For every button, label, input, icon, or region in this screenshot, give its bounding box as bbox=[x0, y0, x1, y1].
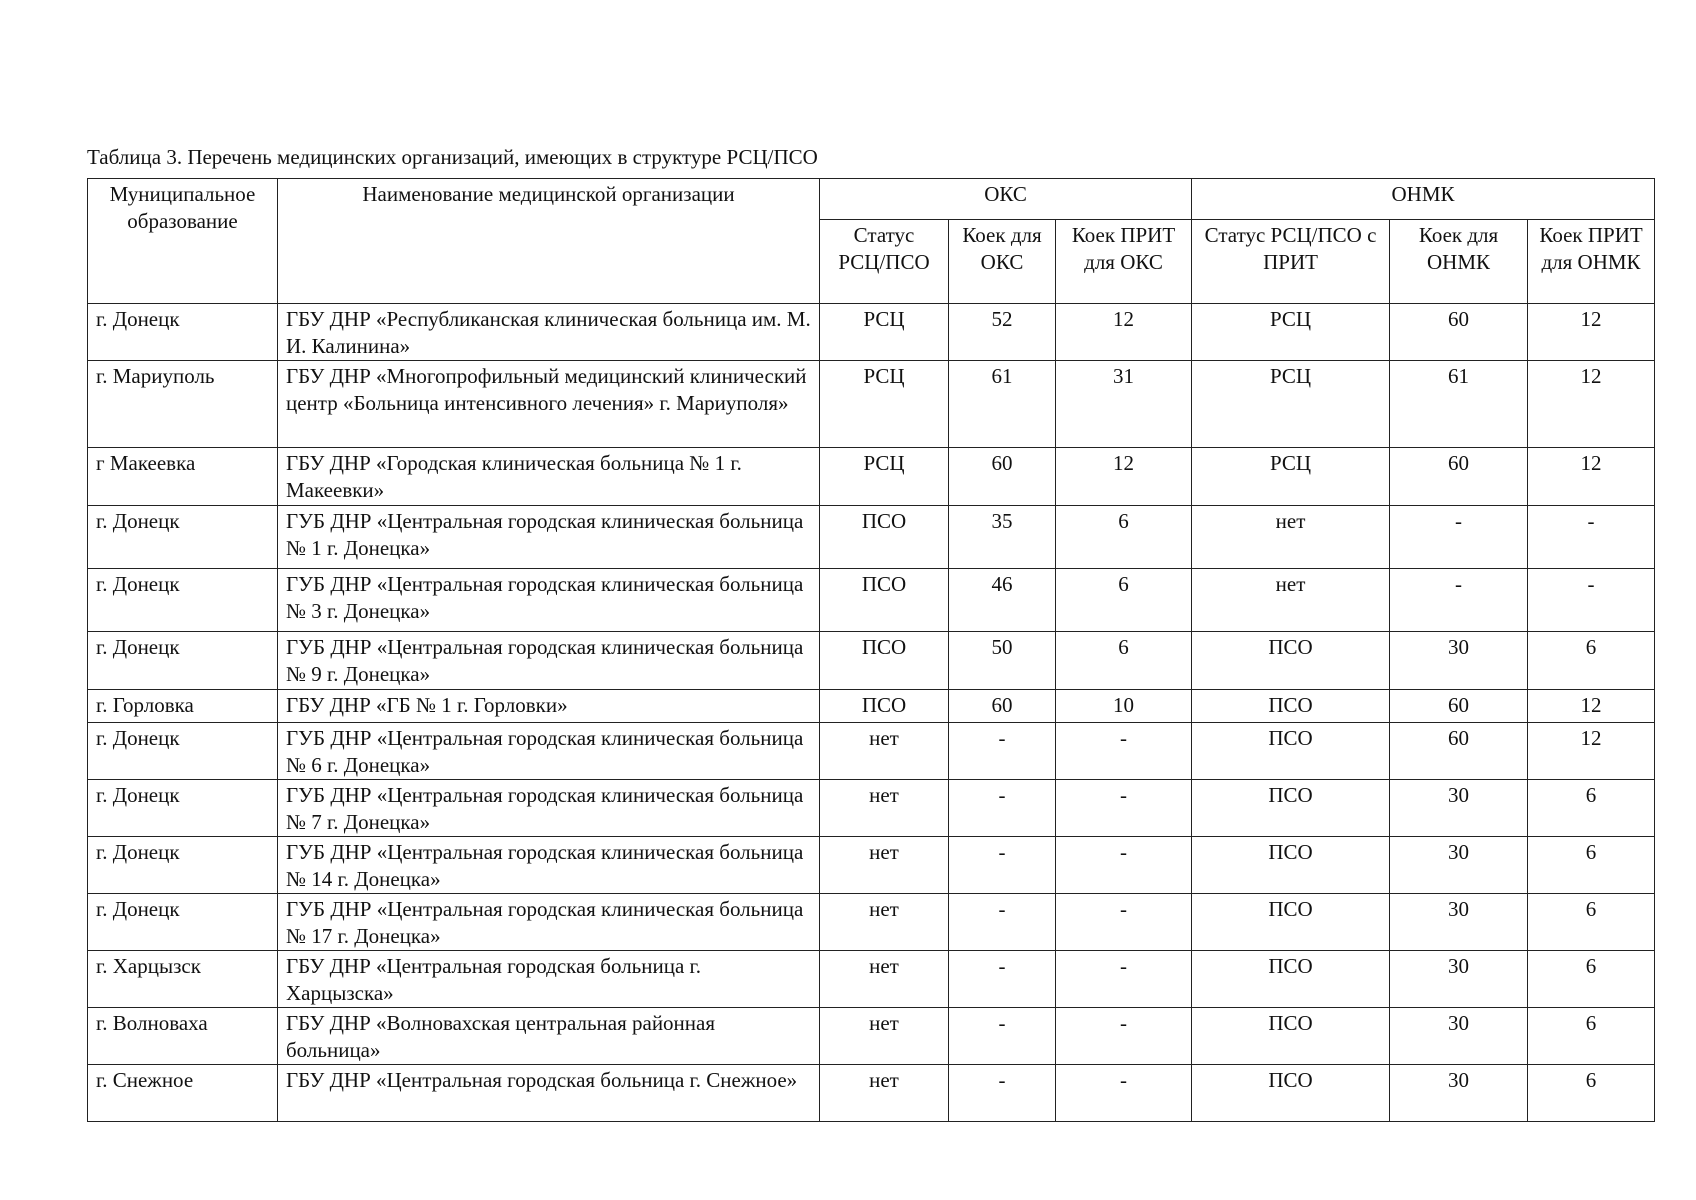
cell-onmk-beds: 60 bbox=[1390, 723, 1528, 780]
cell-onmk-prit: 12 bbox=[1528, 304, 1655, 361]
cell-onmk-status: РСЦ bbox=[1192, 304, 1390, 361]
cell-oks-status: нет bbox=[820, 780, 949, 837]
table-caption: Таблица 3. Перечень медицинских организаций, имеющих в структуре РСЦ/ПСО bbox=[87, 145, 818, 169]
table-row bbox=[88, 690, 1655, 723]
cell-onmk-beds: - bbox=[1390, 569, 1528, 632]
table-row bbox=[88, 780, 1655, 837]
table-row bbox=[88, 569, 1655, 632]
cell-onmk-prit: - bbox=[1528, 506, 1655, 569]
cell-onmk-status: ПСО bbox=[1192, 894, 1390, 951]
cell-oks-status: РСЦ bbox=[820, 361, 949, 448]
cell-municipality: г. Горловка bbox=[88, 690, 278, 723]
cell-onmk-beds: - bbox=[1390, 506, 1528, 569]
cell-onmk-status: РСЦ bbox=[1192, 361, 1390, 448]
cell-oks-beds: - bbox=[949, 1065, 1056, 1122]
cell-oks-status: нет bbox=[820, 837, 949, 894]
cell-onmk-status: нет bbox=[1192, 506, 1390, 569]
cell-onmk-prit: 12 bbox=[1528, 690, 1655, 723]
cell-onmk-status: нет bbox=[1192, 569, 1390, 632]
table-row bbox=[88, 448, 1655, 506]
table-row bbox=[88, 361, 1655, 448]
header-municipality: Муниципальное образование bbox=[88, 179, 278, 304]
cell-onmk-beds: 60 bbox=[1390, 304, 1528, 361]
cell-onmk-prit: 12 bbox=[1528, 723, 1655, 780]
cell-municipality: г. Донецк bbox=[88, 894, 278, 951]
cell-onmk-prit: 6 bbox=[1528, 780, 1655, 837]
cell-oks-beds: - bbox=[949, 837, 1056, 894]
cell-oks-prit: 12 bbox=[1056, 304, 1192, 361]
cell-municipality: г. Волноваха bbox=[88, 1008, 278, 1065]
cell-onmk-beds: 30 bbox=[1390, 1065, 1528, 1122]
cell-oks-prit: - bbox=[1056, 780, 1192, 837]
header-oks-beds: Коек для ОКС bbox=[949, 220, 1056, 304]
cell-oks-prit: 10 bbox=[1056, 690, 1192, 723]
cell-oks-beds: - bbox=[949, 723, 1056, 780]
cell-onmk-beds: 30 bbox=[1390, 1008, 1528, 1065]
cell-organization: ГБУ ДНР «Центральная городская больница г. Снежное» bbox=[278, 1065, 820, 1122]
header-onmk-prit: Коек ПРИТ для ОНМК bbox=[1528, 220, 1655, 304]
cell-organization: ГБУ ДНР «Центральная городская больница г. Харцызска» bbox=[278, 951, 820, 1008]
cell-onmk-prit: 6 bbox=[1528, 894, 1655, 951]
cell-organization: ГУБ ДНР «Центральная городская клиническая больница № 14 г. Донецка» bbox=[278, 837, 820, 894]
cell-onmk-status: ПСО bbox=[1192, 1065, 1390, 1122]
header-oks: ОКС bbox=[820, 179, 1192, 220]
cell-onmk-prit: - bbox=[1528, 569, 1655, 632]
table-row bbox=[88, 1008, 1655, 1065]
cell-onmk-status: ПСО bbox=[1192, 1008, 1390, 1065]
cell-oks-beds: 35 bbox=[949, 506, 1056, 569]
header-oks-status: Статус РСЦ/ПСО bbox=[820, 220, 949, 304]
cell-oks-status: нет bbox=[820, 894, 949, 951]
cell-onmk-prit: 6 bbox=[1528, 1065, 1655, 1122]
cell-organization: ГУБ ДНР «Центральная городская клиническая больница № 3 г. Донецка» bbox=[278, 569, 820, 632]
cell-onmk-status: ПСО bbox=[1192, 780, 1390, 837]
cell-onmk-prit: 12 bbox=[1528, 361, 1655, 448]
cell-oks-prit: 12 bbox=[1056, 448, 1192, 506]
header-onmk-beds: Коек для ОНМК bbox=[1390, 220, 1528, 304]
cell-organization: ГУБ ДНР «Центральная городская клиническая больница № 17 г. Донецка» bbox=[278, 894, 820, 951]
cell-oks-status: нет bbox=[820, 1065, 949, 1122]
cell-oks-beds: - bbox=[949, 780, 1056, 837]
cell-organization: ГБУ ДНР «Республиканская клиническая больница им. М. И. Калинина» bbox=[278, 304, 820, 361]
cell-organization: ГБУ ДНР «Городская клиническая больница № 1 г. Макеевки» bbox=[278, 448, 820, 506]
cell-organization: ГУБ ДНР «Центральная городская клиническая больница № 6 г. Донецка» bbox=[278, 723, 820, 780]
cell-oks-beds: 50 bbox=[949, 632, 1056, 690]
cell-oks-prit: - bbox=[1056, 837, 1192, 894]
cell-oks-status: ПСО bbox=[820, 506, 949, 569]
cell-organization: ГУБ ДНР «Центральная городская клиническая больница № 7 г. Донецка» bbox=[278, 780, 820, 837]
table-row bbox=[88, 632, 1655, 690]
organizations-table bbox=[87, 178, 1655, 1122]
cell-onmk-prit: 6 bbox=[1528, 1008, 1655, 1065]
cell-municipality: г. Донецк bbox=[88, 632, 278, 690]
table-body bbox=[88, 304, 1655, 1122]
cell-organization: ГУБ ДНР «Центральная городская клиническая больница № 1 г. Донецка» bbox=[278, 506, 820, 569]
cell-oks-status: РСЦ bbox=[820, 304, 949, 361]
cell-oks-status: ПСО bbox=[820, 690, 949, 723]
table-row bbox=[88, 837, 1655, 894]
cell-onmk-prit: 6 bbox=[1528, 837, 1655, 894]
cell-municipality: г Макеевка bbox=[88, 448, 278, 506]
cell-municipality: г. Донецк bbox=[88, 780, 278, 837]
header-oks-prit: Коек ПРИТ для ОКС bbox=[1056, 220, 1192, 304]
cell-oks-beds: - bbox=[949, 1008, 1056, 1065]
cell-onmk-beds: 30 bbox=[1390, 780, 1528, 837]
cell-oks-status: нет bbox=[820, 1008, 949, 1065]
table-row bbox=[88, 951, 1655, 1008]
cell-municipality: г. Мариуполь bbox=[88, 361, 278, 448]
cell-oks-prit: - bbox=[1056, 1008, 1192, 1065]
cell-municipality: г. Донецк bbox=[88, 506, 278, 569]
header-onmk-status: Статус РСЦ/ПСО с ПРИТ bbox=[1192, 220, 1390, 304]
cell-oks-beds: 61 bbox=[949, 361, 1056, 448]
cell-onmk-status: РСЦ bbox=[1192, 448, 1390, 506]
cell-onmk-status: ПСО bbox=[1192, 723, 1390, 780]
cell-onmk-beds: 61 bbox=[1390, 361, 1528, 448]
cell-oks-status: ПСО bbox=[820, 632, 949, 690]
table-row bbox=[88, 304, 1655, 361]
cell-municipality: г. Донецк bbox=[88, 304, 278, 361]
cell-onmk-status: ПСО bbox=[1192, 951, 1390, 1008]
cell-organization: ГБУ ДНР «ГБ № 1 г. Горловки» bbox=[278, 690, 820, 723]
cell-onmk-beds: 60 bbox=[1390, 448, 1528, 506]
cell-oks-beds: - bbox=[949, 951, 1056, 1008]
cell-onmk-beds: 30 bbox=[1390, 632, 1528, 690]
cell-oks-prit: - bbox=[1056, 951, 1192, 1008]
cell-municipality: г. Снежное bbox=[88, 1065, 278, 1122]
cell-onmk-status: ПСО bbox=[1192, 632, 1390, 690]
cell-oks-prit: - bbox=[1056, 723, 1192, 780]
cell-oks-prit: - bbox=[1056, 894, 1192, 951]
table-row bbox=[88, 1065, 1655, 1122]
cell-onmk-beds: 60 bbox=[1390, 690, 1528, 723]
cell-organization: ГБУ ДНР «Многопрофильный медицинский клинический центр «Больница интенсивного лечения» г. Мариуполя» bbox=[278, 361, 820, 448]
cell-organization: ГБУ ДНР «Волновахская центральная районная больница» bbox=[278, 1008, 820, 1065]
cell-oks-beds: 46 bbox=[949, 569, 1056, 632]
cell-municipality: г. Донецк bbox=[88, 837, 278, 894]
cell-oks-prit: - bbox=[1056, 1065, 1192, 1122]
cell-municipality: г. Донецк bbox=[88, 723, 278, 780]
cell-municipality: г. Харцызск bbox=[88, 951, 278, 1008]
cell-oks-prit: 6 bbox=[1056, 506, 1192, 569]
cell-organization: ГУБ ДНР «Центральная городская клиническая больница № 9 г. Донецка» bbox=[278, 632, 820, 690]
cell-onmk-beds: 30 bbox=[1390, 837, 1528, 894]
header-onmk: ОНМК bbox=[1192, 179, 1655, 220]
header-organization: Наименование медицинской организации bbox=[278, 179, 820, 304]
cell-oks-beds: 60 bbox=[949, 690, 1056, 723]
cell-oks-prit: 31 bbox=[1056, 361, 1192, 448]
cell-oks-status: РСЦ bbox=[820, 448, 949, 506]
table-row bbox=[88, 506, 1655, 569]
cell-oks-beds: - bbox=[949, 894, 1056, 951]
cell-oks-prit: 6 bbox=[1056, 632, 1192, 690]
table-row bbox=[88, 723, 1655, 780]
cell-onmk-status: ПСО bbox=[1192, 837, 1390, 894]
cell-onmk-prit: 6 bbox=[1528, 632, 1655, 690]
cell-municipality: г. Донецк bbox=[88, 569, 278, 632]
table-row bbox=[88, 894, 1655, 951]
cell-oks-status: ПСО bbox=[820, 569, 949, 632]
cell-onmk-prit: 12 bbox=[1528, 448, 1655, 506]
cell-oks-prit: 6 bbox=[1056, 569, 1192, 632]
cell-oks-beds: 52 bbox=[949, 304, 1056, 361]
cell-onmk-beds: 30 bbox=[1390, 951, 1528, 1008]
cell-onmk-prit: 6 bbox=[1528, 951, 1655, 1008]
cell-oks-status: нет bbox=[820, 723, 949, 780]
cell-oks-beds: 60 bbox=[949, 448, 1056, 506]
cell-oks-status: нет bbox=[820, 951, 949, 1008]
cell-onmk-status: ПСО bbox=[1192, 690, 1390, 723]
cell-onmk-beds: 30 bbox=[1390, 894, 1528, 951]
